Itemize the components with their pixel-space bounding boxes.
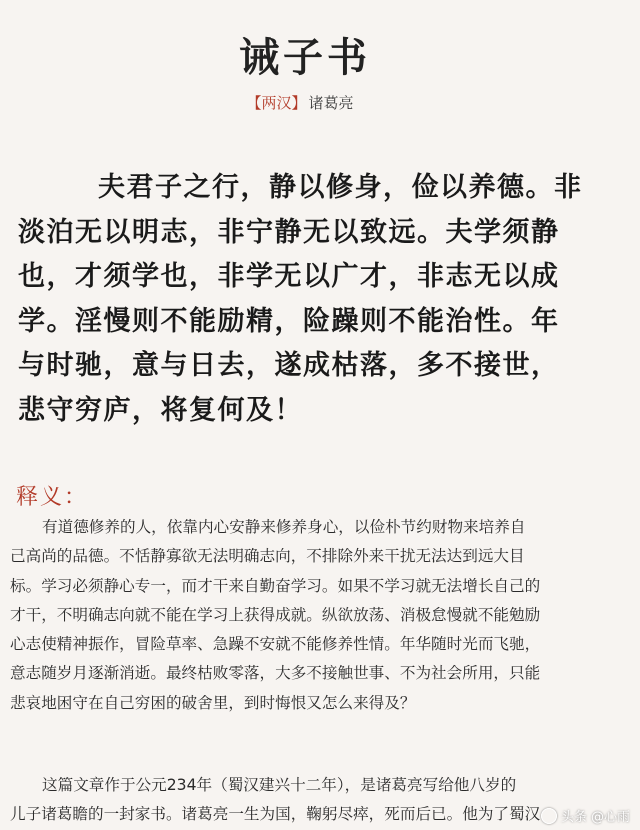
explanation-text [10, 513, 614, 718]
explanation-line: 才干，不明确志向就不能在学习上获得成就。纵欲放荡、消极怠慢就不能勉励 [10, 605, 541, 624]
poem-line: 夫君子之行，静以修身，俭以养德。非 [98, 172, 583, 203]
dynasty-label: 【两汉】 [246, 94, 307, 112]
explanation-line: 有道德修养的人，依靠内心安静来修养身心，以俭朴节约财物来培养自 [42, 518, 526, 536]
poem-line: 也，才须学也，非学无以广才，非志无以成 [18, 261, 560, 292]
poem-line: 与时驰，意与日去，遂成枯落，多不接世， [18, 350, 560, 381]
platform-logo-icon [541, 808, 557, 824]
explanation-line: 己高尚的品德。不恬静寡欲无法明确志向，不排除外来干扰无法达到远大目 [10, 547, 525, 566]
watermark [541, 806, 630, 825]
author-name: 诸葛亮 [308, 94, 354, 112]
poem-line: 悲守穷庐，将复何及！ [18, 394, 303, 426]
poem-text [18, 166, 624, 433]
explanation-line: 意志随岁月逐渐消逝。最终枯败零落，大多不接触世事、不为社会所用，只能 [10, 664, 541, 683]
background-text [10, 771, 614, 830]
watermark-text: 头条 @心雨 [560, 810, 630, 825]
explanation-line: 心志使精神振作，冒险草率、急躁不安就不能修养性情。年华随时光而飞驰， [10, 635, 541, 654]
background-line: 这篇文章作于公元234年（蜀汉建兴十二年），是诸葛亮写给他八岁的 [42, 776, 517, 794]
explanation-line: 悲哀地困守在自己穷困的破舍里，到时悔恨又怎么来得及？ [10, 693, 416, 712]
explanation-heading: 释义： [16, 485, 89, 510]
poem-line: 淡泊无以明志，非宁静无以致远。夫学须静 [18, 216, 560, 248]
poem-line: 学。淫慢则不能励精，险躁则不能治性。年 [18, 305, 560, 337]
author-line [0, 92, 600, 113]
explanation-line: 标。学习必须静心专一，而才干来自勤奋学习。如果不学习就无法增长自己的 [10, 576, 541, 595]
document-title: 诫子书 [239, 34, 371, 81]
background-line: 儿子诸葛瞻的一封家书。诸葛亮一生为国，鞠躬尽瘁，死而后已。他为了蜀汉 [10, 805, 541, 824]
